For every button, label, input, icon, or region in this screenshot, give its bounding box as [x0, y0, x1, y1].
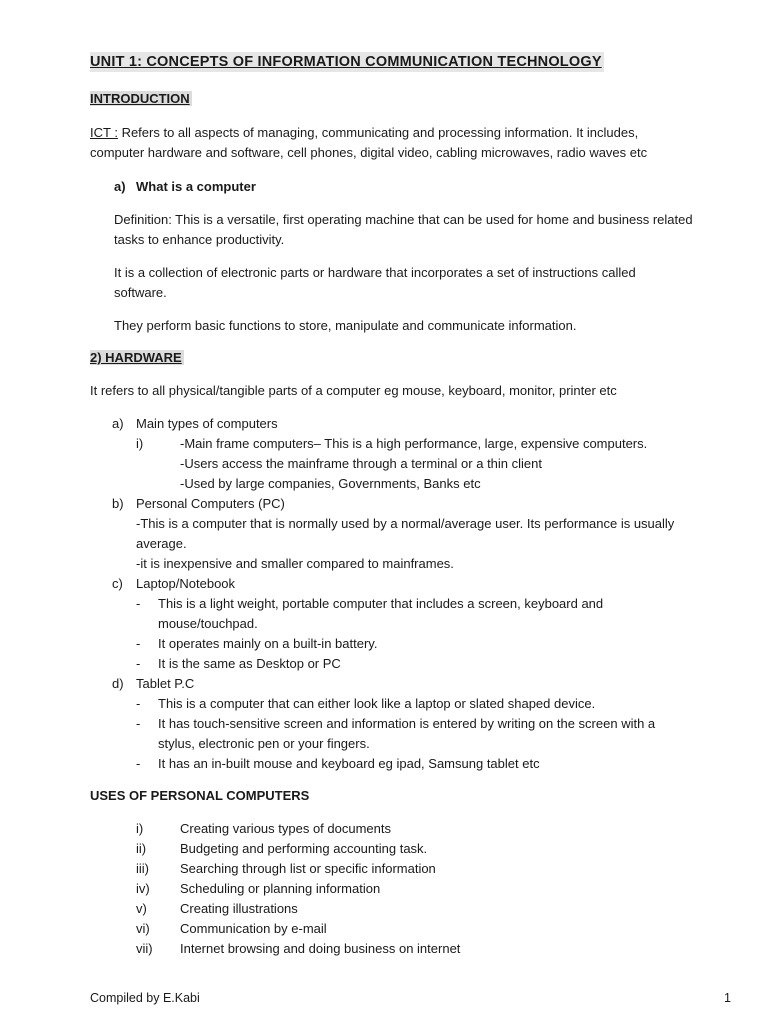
uses-num-5: v): [136, 901, 147, 916]
hardware-heading-text: 2) HARDWARE: [90, 350, 182, 365]
tablet-dash-2: -: [136, 716, 141, 731]
uses-item-4: Scheduling or planning information: [180, 881, 381, 896]
hardware-heading: [90, 348, 184, 368]
uses-item-1: Creating various types of documents: [180, 821, 391, 836]
what-is-computer-label: a): [114, 179, 126, 194]
laptop-dash-2: -: [136, 636, 141, 651]
ict-term: ICT :: [90, 125, 118, 140]
uses-num-7: vii): [136, 941, 153, 956]
what-is-computer-heading: What is a computer: [136, 179, 256, 194]
uses-item-3: Searching through list or specific information: [180, 861, 436, 876]
collection-line-1: It is a collection of electronic parts or hardware that incorporates a set of instructions called: [114, 265, 636, 280]
tablet-bullet-2-line-2: stylus, electronic pen or your fingers.: [158, 736, 370, 751]
ict-line-2: computer hardware and software, cell phones, digital video, cabling microwaves, radio waves etc: [90, 145, 648, 160]
mainframe-line-2: -Users access the mainframe through a terminal or a thin client: [180, 456, 542, 471]
uses-num-4: iv): [136, 881, 150, 896]
pc-line-2: average.: [136, 536, 187, 551]
laptop-bullet-1-line-2: mouse/touchpad.: [158, 616, 258, 631]
laptop-dash-1: -: [136, 596, 141, 611]
mainframe-line-1: -Main frame computers– This is a high performance, large, expensive computers.: [180, 436, 648, 451]
types-b-text: Personal Computers (PC): [136, 496, 285, 511]
collection-line-2: software.: [114, 285, 167, 300]
laptop-bullet-1-line-1: This is a light weight, portable computer that includes a screen, keyboard and: [158, 596, 604, 611]
types-a-text: Main types of computers: [136, 416, 278, 431]
hardware-intro: It refers to all physical/tangible parts of a computer eg mouse, keyboard, monitor, printer etc: [90, 383, 617, 398]
types-a-label: a): [112, 416, 124, 431]
types-i-label: i): [136, 436, 144, 451]
uses-item-6: Communication by e-mail: [180, 921, 327, 936]
ict-line-1: [90, 123, 638, 143]
tablet-bullet-2-line-1: It has touch-sensitive screen and information is entered by writing on the screen with a: [158, 716, 656, 731]
tablet-dash-1: -: [136, 696, 141, 711]
uses-item-5: Creating illustrations: [180, 901, 298, 916]
types-c-label: c): [112, 576, 123, 591]
introduction-heading: [90, 89, 192, 109]
tablet-bullet-1: This is a computer that can either look like a laptop or slated shaped device.: [158, 696, 596, 711]
uses-num-3: iii): [136, 861, 149, 876]
definition-line-1: Definition: This is a versatile, first operating machine that can be used for home and business related: [114, 212, 693, 227]
laptop-bullet-2: It operates mainly on a built-in battery.: [158, 636, 378, 651]
tablet-dash-3: -: [136, 756, 141, 771]
tablet-bullet-3: It has an in-built mouse and keyboard eg ipad, Samsung tablet etc: [158, 756, 540, 771]
uses-item-7: Internet browsing and doing business on internet: [180, 941, 461, 956]
types-d-text: Tablet P.C: [136, 676, 195, 691]
footer-page-number: 1: [724, 991, 731, 1005]
page-title: UNIT 1: CONCEPTS OF INFORMATION COMMUNICATION TECHNOLOGY: [90, 54, 602, 70]
mainframe-line-3: -Used by large companies, Governments, Banks etc: [180, 476, 481, 491]
pc-line-3: -it is inexpensive and smaller compared to mainframes.: [136, 556, 454, 571]
uses-num-6: vi): [136, 921, 150, 936]
footer-compiled-by: Compiled by E.Kabi: [90, 991, 200, 1005]
types-b-label: b): [112, 496, 124, 511]
laptop-bullet-3: It is the same as Desktop or PC: [158, 656, 341, 671]
types-d-label: d): [112, 676, 124, 691]
uses-num-1: i): [136, 821, 144, 836]
introduction-heading-text: INTRODUCTION: [90, 91, 190, 106]
uses-item-2: Budgeting and performing accounting task.: [180, 841, 428, 856]
ict-definition-1: Refers to all aspects of managing, communicating and processing information. It includes,: [121, 125, 639, 140]
functions-line: They perform basic functions to store, manipulate and communicate information.: [114, 318, 577, 333]
pc-line-1: -This is a computer that is normally used by a normal/average user. Its performance is usually: [136, 516, 675, 531]
uses-heading: USES OF PERSONAL COMPUTERS: [90, 788, 310, 803]
definition-line-2: tasks to enhance productivity.: [114, 232, 285, 247]
document-page: [90, 0, 731, 1024]
uses-num-2: ii): [136, 841, 147, 856]
laptop-dash-3: -: [136, 656, 141, 671]
types-c-text: Laptop/Notebook: [136, 576, 236, 591]
